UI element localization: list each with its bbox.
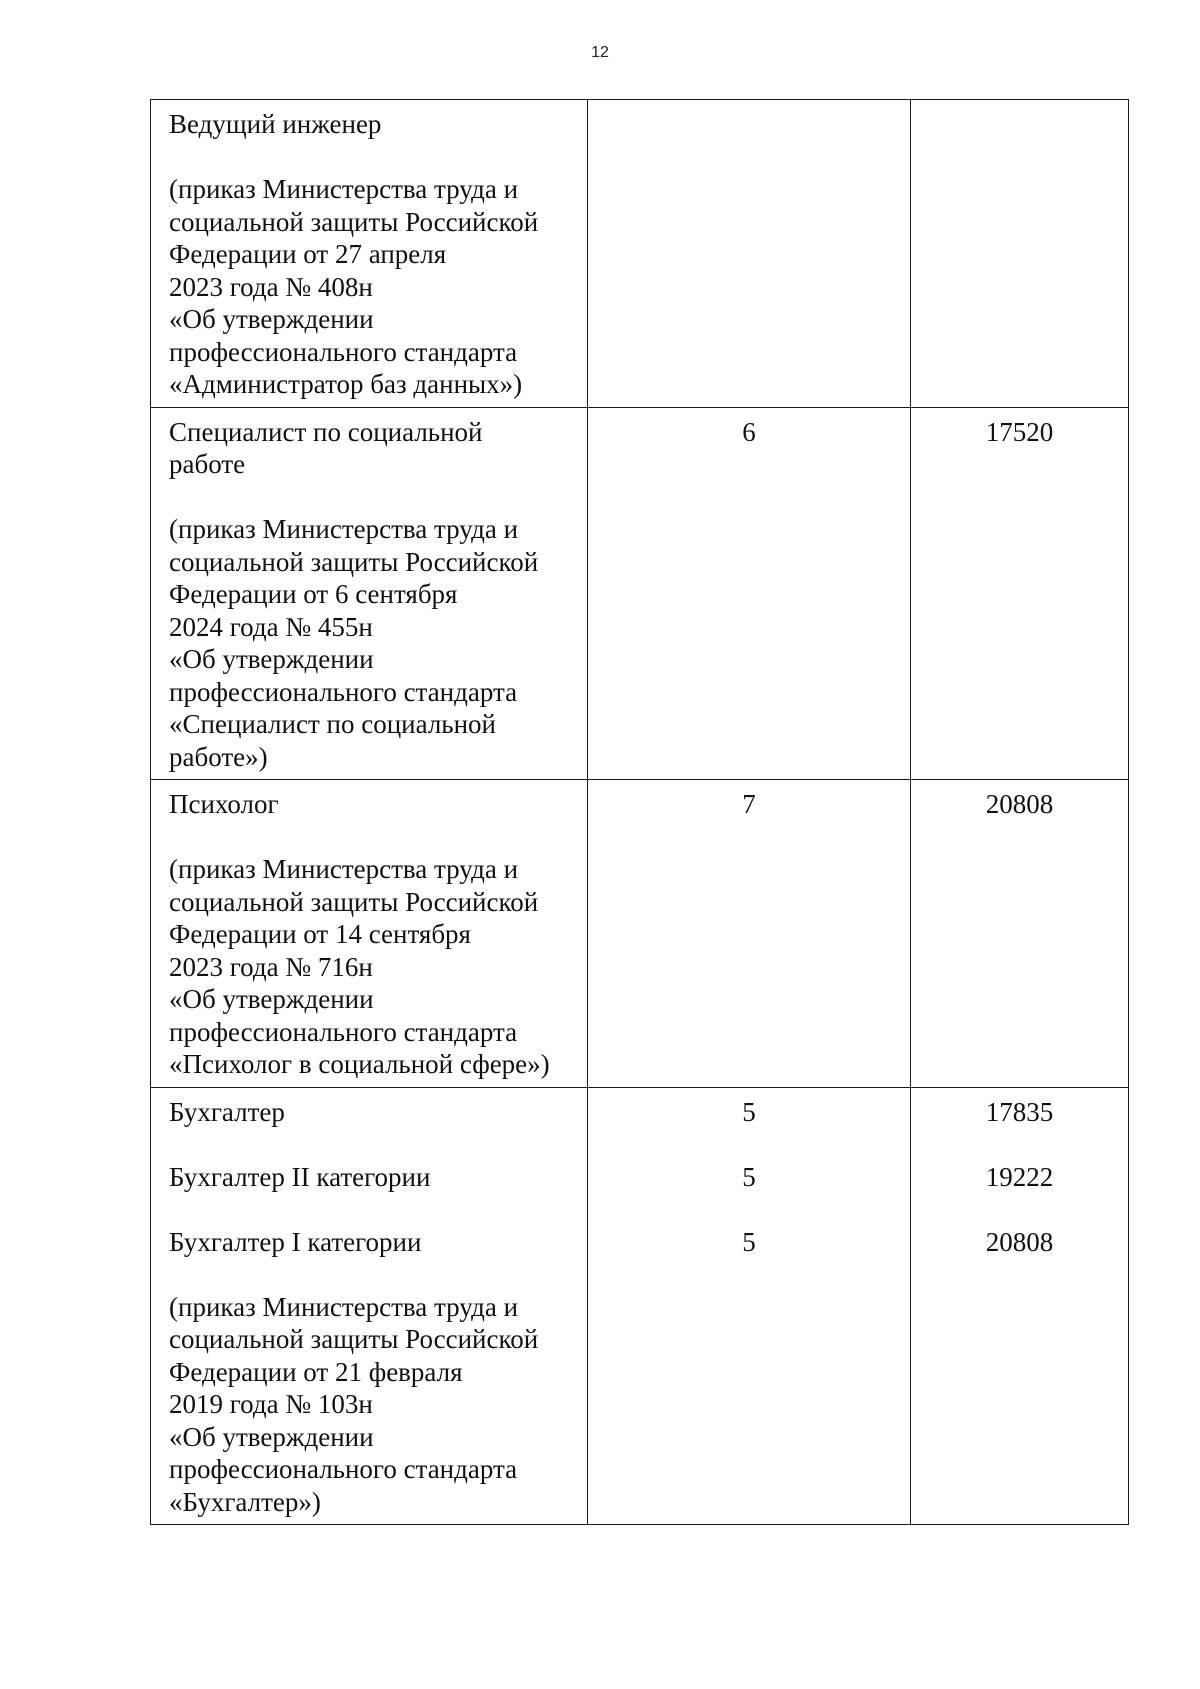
salary-cell <box>911 780 1129 1088</box>
qualification-level: 5 <box>742 1096 756 1127</box>
salary-value: 20808 <box>985 1226 1054 1257</box>
order-reference-line: (приказ Министерства труда и <box>169 1291 519 1322</box>
spacer <box>911 1193 1128 1226</box>
table-row <box>151 780 1129 1088</box>
order-reference-line: Федерации от 27 апреля <box>169 239 447 269</box>
order-reference-line: (приказ Министерства труда и <box>169 174 519 204</box>
spacer <box>169 1128 581 1161</box>
table-row <box>151 407 1129 780</box>
order-reference-line: социальной защиты Российской <box>169 206 539 237</box>
positions-table <box>150 99 1129 1525</box>
salary-value: 20808 <box>985 789 1054 819</box>
order-reference-line: 2023 года № 716н <box>169 951 373 982</box>
order-reference-line: «Об утверждении <box>169 644 374 674</box>
order-reference-line: Федерации от 14 сентября <box>169 919 471 949</box>
qualification-level-cell <box>588 100 911 408</box>
order-reference-line: профессионального стандарта <box>169 1454 518 1484</box>
position-title-line: Специалист по социальной <box>169 416 483 447</box>
table-body <box>151 100 1129 1525</box>
position-name-cell <box>151 100 588 408</box>
salary-value: 19222 <box>985 1161 1054 1192</box>
salary-cell <box>911 100 1129 408</box>
order-reference-line: 2024 года № 455н <box>169 611 373 642</box>
qualification-level-cell <box>588 780 911 1088</box>
salary-value: 17835 <box>985 1096 1054 1127</box>
position-name-cell <box>151 407 588 780</box>
salary-cell <box>911 407 1129 780</box>
spacer <box>588 1193 910 1226</box>
position-title-line: Психолог <box>169 789 279 819</box>
order-reference-line: «Об утверждении <box>169 304 374 334</box>
order-reference-line: «Об утверждении <box>169 984 374 1014</box>
table-row <box>151 1087 1129 1525</box>
order-reference-line: профессионального стандарта <box>169 336 518 367</box>
order-reference-line: социальной защиты Российской <box>169 1324 539 1354</box>
order-reference-line: профессионального стандарта <box>169 676 518 707</box>
spacer <box>588 1128 910 1161</box>
order-reference-line: Федерации от 21 февраля <box>169 1356 463 1387</box>
order-reference-line: 2019 года № 103н <box>169 1389 373 1419</box>
position-title-line: Бухгалтер I категории <box>169 1226 422 1257</box>
order-reference-line: (приказ Министерства труда и <box>169 514 519 544</box>
order-reference-line: «Об утверждении <box>169 1421 374 1452</box>
spacer <box>169 1258 581 1291</box>
order-reference-line: «Бухгалтер») <box>169 1486 321 1517</box>
spacer <box>169 141 581 174</box>
order-reference-line: (приказ Министерства труда и <box>169 854 519 884</box>
position-title-line: Бухгалтер <box>169 1096 285 1127</box>
spacer <box>911 1128 1128 1161</box>
order-reference-line: социальной защиты Российской <box>169 546 539 577</box>
spacer <box>169 821 581 854</box>
order-reference-line: «Психолог в социальной сфере») <box>169 1049 550 1079</box>
qualification-level: 5 <box>742 1226 756 1257</box>
salary-cell <box>911 1087 1129 1525</box>
table-row <box>151 100 1129 408</box>
qualification-level: 5 <box>742 1161 756 1192</box>
spacer <box>169 1193 581 1226</box>
position-name-cell <box>151 1087 588 1525</box>
order-reference-line: профессионального стандарта <box>169 1016 518 1047</box>
order-reference-line: Федерации от 6 сентября <box>169 579 458 609</box>
spacer <box>169 481 581 514</box>
order-reference-line: «Специалист по социальной <box>169 709 497 739</box>
qualification-level-cell <box>588 1087 911 1525</box>
order-reference-line: социальной защиты Российской <box>169 886 539 917</box>
position-title-line: Ведущий инженер <box>169 109 382 139</box>
position-name-cell <box>151 780 588 1088</box>
qualification-level: 6 <box>742 416 756 447</box>
order-reference-line: «Администратор баз данных») <box>169 369 523 399</box>
position-title-line: работе <box>169 449 246 479</box>
qualification-level: 7 <box>742 789 756 819</box>
salary-value: 17520 <box>985 416 1054 447</box>
order-reference-line: работе») <box>169 741 268 772</box>
position-title-line: Бухгалтер II категории <box>169 1161 431 1192</box>
qualification-level-cell <box>588 407 911 780</box>
order-reference-line: 2023 года № 408н <box>169 271 373 302</box>
page-number: 12 <box>591 44 609 61</box>
